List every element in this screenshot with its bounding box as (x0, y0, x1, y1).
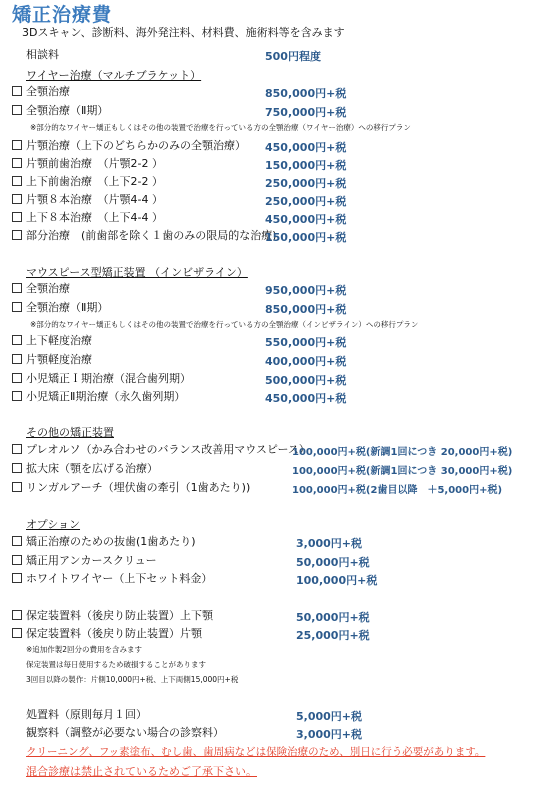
item-price: 150,000円+税 (265, 231, 347, 244)
checkbox[interactable] (12, 335, 22, 345)
item-label: 保定装置料（後戻り防止装置）片顎 (26, 627, 202, 640)
warning-text: クリーニング、フッ素塗布、むし歯、歯周病などは保険治療のため、別日に行う必要があります。 (26, 746, 486, 758)
list-item[interactable] (12, 104, 108, 118)
item-label: 上下軽度治療 (26, 334, 92, 347)
fee-label: 観察料（調整が必要ない場合の診察料） (26, 726, 224, 739)
mouthpiece-heading: マウスピース型矯正装置 （インビザライン） (26, 266, 248, 279)
item-price: 750,000円+税 (265, 106, 347, 119)
fee-price: 5,000円+税 (296, 710, 363, 723)
warning-text: 混合診療は禁止されているためご了承下さい。 (26, 765, 257, 778)
item-label: 上下８本治療 （上下4-4 ） (26, 211, 163, 224)
checkbox[interactable] (12, 105, 22, 115)
item-price: 450,000円+税 (265, 141, 347, 154)
item-label: 片顎軽度治療 (26, 353, 92, 366)
item-label: 小児矯正Ⅱ期治療（永久歯列期） (26, 390, 186, 403)
item-price: 100,000円+税 (296, 574, 378, 587)
list-item[interactable] (12, 443, 310, 457)
item-label: 上下前歯治療 （上下2-2 ） (26, 175, 163, 188)
item-label: 全顎治療（Ⅱ期） (26, 301, 109, 314)
item-label: 片顎治療（上下のどちらかのみの全顎治療） (26, 139, 246, 152)
retainer-note: 3回目以降の製作：片側10,000円+税、上下両側15,000円+税 (26, 675, 239, 684)
item-price: 950,000円+税 (265, 284, 347, 297)
item-label: 全顎治療 (26, 85, 70, 98)
list-item[interactable] (12, 572, 212, 586)
page-title: 矯正治療費 (12, 4, 113, 26)
other-heading: その他の矯正装置 (26, 426, 114, 439)
consult-price: 500円程度 (265, 50, 321, 63)
item-price: 25,000円+税 (296, 629, 370, 642)
checkbox[interactable] (12, 230, 22, 240)
checkbox[interactable] (12, 444, 22, 454)
fee-label: 処置料（原則毎月１回） (26, 708, 147, 721)
item-label: 全顎治療（Ⅱ期） (26, 104, 109, 117)
list-item[interactable] (12, 139, 246, 153)
list-item[interactable] (12, 334, 92, 348)
checkbox[interactable] (12, 176, 22, 186)
list-item[interactable] (12, 157, 163, 171)
intro-text: 3Dスキャン、診断料、海外発注料、材料費、施術料等を含みます (22, 26, 345, 39)
wire-note: ※部分的なワイヤー矯正もしくはその他の装置で治療を行っている方の全顎治療（ワイヤー治療）への移行プラン (30, 123, 411, 132)
item-price: 850,000円+税 (265, 303, 347, 316)
item-label: 矯正治療のための抜歯(1歯あたり) (26, 535, 196, 548)
item-price: 100,000円+税(新調1回につき 30,000円+税) (292, 466, 513, 477)
list-item[interactable] (12, 462, 158, 476)
list-item[interactable] (12, 481, 250, 495)
item-label: 矯正用アンカースクリュー (26, 554, 157, 567)
item-price: 50,000円+税 (296, 556, 370, 569)
checkbox[interactable] (12, 573, 22, 583)
list-item[interactable] (12, 282, 70, 296)
list-item[interactable] (12, 372, 191, 386)
item-price: 250,000円+税 (265, 195, 347, 208)
item-price: 150,000円+税 (265, 159, 347, 172)
list-item[interactable] (12, 229, 277, 243)
list-item[interactable] (12, 175, 163, 189)
list-item[interactable] (12, 211, 163, 225)
checkbox[interactable] (12, 158, 22, 168)
item-label: 小児矯正Ｉ期治療（混合歯列期） (26, 372, 191, 385)
item-label: リンガルアーチ（埋伏歯の牽引（1歯あたり)) (26, 481, 251, 494)
options-heading: オプション (26, 518, 81, 531)
fee-price: 3,000円+税 (296, 728, 363, 741)
checkbox[interactable] (12, 463, 22, 473)
item-label: 全顎治療 (26, 282, 70, 295)
item-price: 100,000円+税(2歯目以降 ＋5,000円+税) (292, 485, 503, 496)
item-price: 50,000円+税 (296, 611, 370, 624)
item-price: 450,000円+税 (265, 213, 347, 226)
checkbox[interactable] (12, 283, 22, 293)
checkbox[interactable] (12, 86, 22, 96)
checkbox[interactable] (12, 373, 22, 383)
checkbox[interactable] (12, 610, 22, 620)
list-item[interactable] (12, 609, 213, 623)
list-item[interactable] (12, 627, 202, 641)
checkbox[interactable] (12, 140, 22, 150)
item-label: 保定装置料（後戻り防止装置）上下顎 (26, 609, 213, 622)
retainer-note: 保定装置は毎日使用するため破損することがあります (26, 660, 206, 669)
list-item[interactable] (12, 193, 163, 207)
item-label: ホワイトワイヤー（上下セット料金） (26, 572, 213, 585)
list-item[interactable] (12, 85, 70, 99)
list-item[interactable] (12, 301, 108, 315)
consult-label: 相談料 (26, 48, 59, 61)
checkbox[interactable] (12, 555, 22, 565)
list-item[interactable] (12, 554, 157, 568)
checkbox[interactable] (12, 194, 22, 204)
item-label: 拡大床（顎を広げる治療） (26, 462, 158, 475)
item-label: 部分治療 (前歯部を除く１歯のみの限局的な治療) (26, 229, 277, 242)
wire-heading: ワイヤー治療（マルチブラケット） (26, 69, 202, 82)
checkbox[interactable] (12, 354, 22, 364)
item-price: 850,000円+税 (265, 87, 347, 100)
list-item[interactable] (12, 390, 185, 404)
list-item[interactable] (12, 353, 92, 367)
item-price: 3,000円+税 (296, 537, 363, 550)
item-label: 片顎８本治療 （片顎4-4 ） (26, 193, 163, 206)
checkbox[interactable] (12, 628, 22, 638)
item-price: 500,000円+税 (265, 374, 347, 387)
checkbox[interactable] (12, 302, 22, 312)
list-item[interactable] (12, 535, 196, 549)
checkbox[interactable] (12, 482, 22, 492)
item-price: 550,000円+税 (265, 336, 347, 349)
checkbox[interactable] (12, 391, 22, 401)
item-price: 450,000円+税 (265, 392, 347, 405)
item-price: 400,000円+税 (265, 355, 347, 368)
mouthpiece-note: ※部分的なワイヤー矯正もしくはその他の装置で治療を行っている方の全顎治療（インビザライン）への移行プラン (30, 320, 419, 329)
checkbox[interactable] (12, 212, 22, 222)
item-price: 250,000円+税 (265, 177, 347, 190)
item-label: 片顎前歯治療 （片顎2-2 ） (26, 157, 163, 170)
retainer-note: ※追加作製2回分の費用を含みます (26, 645, 143, 654)
item-label: プレオルソ（かみ合わせのバランス改善用マウスピース） (26, 443, 310, 456)
checkbox[interactable] (12, 536, 22, 546)
item-price: 100,000円+税(新調1回につき 20,000円+税) (292, 447, 513, 458)
